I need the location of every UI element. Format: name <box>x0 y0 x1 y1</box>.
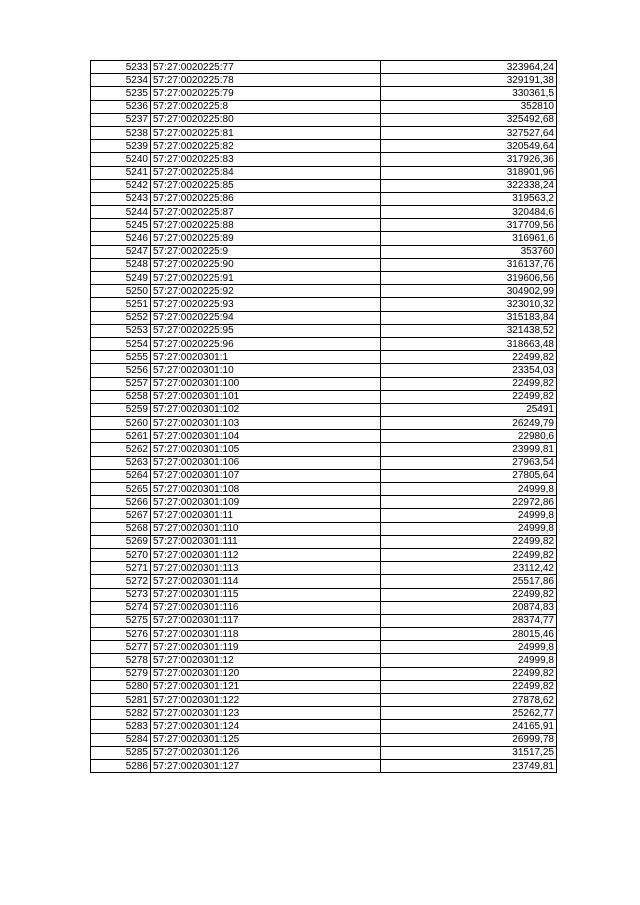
cadastral-value-cell: 22499,82 <box>381 351 557 364</box>
row-number-cell: 5271 <box>91 562 151 575</box>
table-row <box>91 562 557 575</box>
cadastral-value-cell: 24999,8 <box>381 654 557 667</box>
table-row <box>91 232 557 245</box>
cadastral-value-cell: 24999,8 <box>381 483 557 496</box>
cadastral-value-cell: 22499,82 <box>381 667 557 680</box>
table-row <box>91 496 557 509</box>
cadastral-number-cell: 57:27:0020225:94 <box>151 311 381 324</box>
cadastral-value-cell: 319606,56 <box>381 272 557 285</box>
cadastral-number-cell: 57:27:0020301:125 <box>151 733 381 746</box>
cadastral-number-cell: 57:27:0020301:120 <box>151 667 381 680</box>
row-number-cell: 5257 <box>91 377 151 390</box>
cadastral-number-cell: 57:27:0020301:111 <box>151 535 381 548</box>
cadastral-value-cell: 322338,24 <box>381 179 557 192</box>
row-number-cell: 5239 <box>91 140 151 153</box>
cadastral-value-cell: 22499,82 <box>381 588 557 601</box>
cadastral-number-cell: 57:27:0020301:126 <box>151 746 381 759</box>
cadastral-value-cell: 28374,77 <box>381 614 557 627</box>
row-number-cell: 5282 <box>91 707 151 720</box>
cadastral-number-cell: 57:27:0020301:124 <box>151 720 381 733</box>
cadastral-value-cell: 330361,5 <box>381 87 557 100</box>
row-number-cell: 5285 <box>91 746 151 759</box>
cadastral-value-table <box>90 60 557 773</box>
table-row <box>91 456 557 469</box>
cadastral-number-cell: 57:27:0020301:112 <box>151 548 381 561</box>
cadastral-value-cell: 25491 <box>381 403 557 416</box>
row-number-cell: 5263 <box>91 456 151 469</box>
cadastral-value-cell: 23999,81 <box>381 443 557 456</box>
cadastral-value-cell: 22499,82 <box>381 377 557 390</box>
row-number-cell: 5286 <box>91 759 151 772</box>
cadastral-number-cell: 57:27:0020301:103 <box>151 417 381 430</box>
row-number-cell: 5252 <box>91 311 151 324</box>
cadastral-value-cell: 28015,46 <box>381 628 557 641</box>
row-number-cell: 5243 <box>91 192 151 205</box>
cadastral-number-cell: 57:27:0020301:104 <box>151 430 381 443</box>
cadastral-value-cell: 323010,32 <box>381 298 557 311</box>
table-row <box>91 469 557 482</box>
cadastral-value-cell: 22499,82 <box>381 535 557 548</box>
row-number-cell: 5255 <box>91 351 151 364</box>
row-number-cell: 5281 <box>91 694 151 707</box>
cadastral-number-cell: 57:27:0020301:114 <box>151 575 381 588</box>
cadastral-number-cell: 57:27:0020225:83 <box>151 153 381 166</box>
row-number-cell: 5270 <box>91 548 151 561</box>
cadastral-value-cell: 25262,77 <box>381 707 557 720</box>
table-row <box>91 641 557 654</box>
table-row <box>91 680 557 693</box>
cadastral-value-cell: 23354,03 <box>381 364 557 377</box>
cadastral-number-cell: 57:27:0020301:101 <box>151 390 381 403</box>
table-row <box>91 628 557 641</box>
row-number-cell: 5248 <box>91 258 151 271</box>
cadastral-number-cell: 57:27:0020225:89 <box>151 232 381 245</box>
table-row <box>91 601 557 614</box>
table-row <box>91 443 557 456</box>
table-row <box>91 364 557 377</box>
cadastral-number-cell: 57:27:0020301:116 <box>151 601 381 614</box>
row-number-cell: 5234 <box>91 74 151 87</box>
cadastral-number-cell: 57:27:0020225:77 <box>151 61 381 74</box>
cadastral-value-cell: 352810 <box>381 100 557 113</box>
table-row <box>91 733 557 746</box>
row-number-cell: 5245 <box>91 219 151 232</box>
cadastral-number-cell: 57:27:0020225:85 <box>151 179 381 192</box>
table-row <box>91 522 557 535</box>
cadastral-value-cell: 318663,48 <box>381 337 557 350</box>
row-number-cell: 5242 <box>91 179 151 192</box>
table-row <box>91 166 557 179</box>
row-number-cell: 5275 <box>91 614 151 627</box>
cadastral-value-cell: 27963,54 <box>381 456 557 469</box>
row-number-cell: 5274 <box>91 601 151 614</box>
table-row <box>91 206 557 219</box>
cadastral-number-cell: 57:27:0020225:87 <box>151 206 381 219</box>
cadastral-number-cell: 57:27:0020301:115 <box>151 588 381 601</box>
table-row <box>91 219 557 232</box>
table-row <box>91 417 557 430</box>
row-number-cell: 5284 <box>91 733 151 746</box>
table-row <box>91 746 557 759</box>
row-number-cell: 5244 <box>91 206 151 219</box>
cadastral-value-cell: 24165,91 <box>381 720 557 733</box>
row-number-cell: 5262 <box>91 443 151 456</box>
cadastral-value-cell: 327527,64 <box>381 126 557 139</box>
row-number-cell: 5253 <box>91 324 151 337</box>
cadastral-value-cell: 317709,56 <box>381 219 557 232</box>
table-row <box>91 588 557 601</box>
cadastral-number-cell: 57:27:0020301:113 <box>151 562 381 575</box>
cadastral-number-cell: 57:27:0020301:127 <box>151 759 381 772</box>
cadastral-value-cell: 24999,8 <box>381 509 557 522</box>
cadastral-number-cell: 57:27:0020225:82 <box>151 140 381 153</box>
cadastral-value-cell: 25517,86 <box>381 575 557 588</box>
row-number-cell: 5283 <box>91 720 151 733</box>
cadastral-value-cell: 27878,62 <box>381 694 557 707</box>
table-row <box>91 61 557 74</box>
table-row <box>91 390 557 403</box>
cadastral-number-cell: 57:27:0020301:102 <box>151 403 381 416</box>
row-number-cell: 5260 <box>91 417 151 430</box>
table-row <box>91 272 557 285</box>
cadastral-number-cell: 57:27:0020225:84 <box>151 166 381 179</box>
cadastral-value-cell: 22972,86 <box>381 496 557 509</box>
row-number-cell: 5240 <box>91 153 151 166</box>
row-number-cell: 5272 <box>91 575 151 588</box>
cadastral-value-cell: 320484,6 <box>381 206 557 219</box>
cadastral-value-cell: 315183,84 <box>381 311 557 324</box>
row-number-cell: 5241 <box>91 166 151 179</box>
cadastral-number-cell: 57:27:0020225:8 <box>151 100 381 113</box>
table-row <box>91 126 557 139</box>
table-row <box>91 720 557 733</box>
cadastral-number-cell: 57:27:0020225:78 <box>151 74 381 87</box>
row-number-cell: 5249 <box>91 272 151 285</box>
table-row <box>91 337 557 350</box>
table-row <box>91 100 557 113</box>
cadastral-number-cell: 57:27:0020301:100 <box>151 377 381 390</box>
cadastral-number-cell: 57:27:0020225:86 <box>151 192 381 205</box>
table-row <box>91 258 557 271</box>
row-number-cell: 5254 <box>91 337 151 350</box>
cadastral-number-cell: 57:27:0020301:1 <box>151 351 381 364</box>
cadastral-value-cell: 27805,64 <box>381 469 557 482</box>
table-row <box>91 707 557 720</box>
cadastral-number-cell: 57:27:0020301:105 <box>151 443 381 456</box>
cadastral-value-cell: 320549,64 <box>381 140 557 153</box>
cadastral-number-cell: 57:27:0020225:88 <box>151 219 381 232</box>
cadastral-number-cell: 57:27:0020301:10 <box>151 364 381 377</box>
table-row <box>91 377 557 390</box>
row-number-cell: 5279 <box>91 667 151 680</box>
row-number-cell: 5246 <box>91 232 151 245</box>
row-number-cell: 5264 <box>91 469 151 482</box>
cadastral-value-cell: 24999,8 <box>381 641 557 654</box>
cadastral-value-cell: 31517,25 <box>381 746 557 759</box>
cadastral-value-cell: 22499,82 <box>381 680 557 693</box>
table-row <box>91 667 557 680</box>
cadastral-number-cell: 57:27:0020225:96 <box>151 337 381 350</box>
table-row <box>91 285 557 298</box>
cadastral-number-cell: 57:27:0020225:92 <box>151 285 381 298</box>
row-number-cell: 5247 <box>91 245 151 258</box>
table-row <box>91 548 557 561</box>
cadastral-value-cell: 26999,78 <box>381 733 557 746</box>
table-row <box>91 179 557 192</box>
table-row <box>91 509 557 522</box>
row-number-cell: 5276 <box>91 628 151 641</box>
table-row <box>91 430 557 443</box>
table-row <box>91 614 557 627</box>
row-number-cell: 5280 <box>91 680 151 693</box>
cadastral-number-cell: 57:27:0020301:110 <box>151 522 381 535</box>
table-row <box>91 140 557 153</box>
cadastral-number-cell: 57:27:0020225:9 <box>151 245 381 258</box>
row-number-cell: 5268 <box>91 522 151 535</box>
table-row <box>91 153 557 166</box>
cadastral-value-cell: 23112,42 <box>381 562 557 575</box>
row-number-cell: 5269 <box>91 535 151 548</box>
cadastral-value-cell: 304902,99 <box>381 285 557 298</box>
row-number-cell: 5235 <box>91 87 151 100</box>
cadastral-value-cell: 318901,96 <box>381 166 557 179</box>
cadastral-number-cell: 57:27:0020225:80 <box>151 113 381 126</box>
table-row <box>91 403 557 416</box>
table-row <box>91 74 557 87</box>
table-row <box>91 245 557 258</box>
cadastral-number-cell: 57:27:0020225:93 <box>151 298 381 311</box>
table-row <box>91 759 557 772</box>
row-number-cell: 5265 <box>91 483 151 496</box>
cadastral-number-cell: 57:27:0020301:119 <box>151 641 381 654</box>
table-row <box>91 324 557 337</box>
cadastral-value-cell: 22980,6 <box>381 430 557 443</box>
table-row <box>91 351 557 364</box>
row-number-cell: 5238 <box>91 126 151 139</box>
row-number-cell: 5259 <box>91 403 151 416</box>
table-row <box>91 483 557 496</box>
cadastral-number-cell: 57:27:0020301:123 <box>151 707 381 720</box>
row-number-cell: 5273 <box>91 588 151 601</box>
table-row <box>91 298 557 311</box>
row-number-cell: 5250 <box>91 285 151 298</box>
cadastral-number-cell: 57:27:0020225:90 <box>151 258 381 271</box>
row-number-cell: 5237 <box>91 113 151 126</box>
table-body <box>91 61 557 773</box>
cadastral-number-cell: 57:27:0020301:107 <box>151 469 381 482</box>
table-row <box>91 575 557 588</box>
cadastral-number-cell: 57:27:0020301:117 <box>151 614 381 627</box>
row-number-cell: 5233 <box>91 61 151 74</box>
row-number-cell: 5278 <box>91 654 151 667</box>
cadastral-value-cell: 353760 <box>381 245 557 258</box>
cadastral-value-cell: 329191,38 <box>381 74 557 87</box>
cadastral-value-cell: 316961,6 <box>381 232 557 245</box>
cadastral-value-cell: 323964,24 <box>381 61 557 74</box>
cadastral-number-cell: 57:27:0020225:95 <box>151 324 381 337</box>
cadastral-number-cell: 57:27:0020225:91 <box>151 272 381 285</box>
cadastral-number-cell: 57:27:0020225:81 <box>151 126 381 139</box>
cadastral-number-cell: 57:27:0020301:109 <box>151 496 381 509</box>
row-number-cell: 5251 <box>91 298 151 311</box>
table-row <box>91 192 557 205</box>
table-row <box>91 311 557 324</box>
cadastral-number-cell: 57:27:0020301:122 <box>151 694 381 707</box>
cadastral-value-cell: 24999,8 <box>381 522 557 535</box>
cadastral-value-cell: 316137,76 <box>381 258 557 271</box>
row-number-cell: 5256 <box>91 364 151 377</box>
table-row <box>91 87 557 100</box>
row-number-cell: 5266 <box>91 496 151 509</box>
cadastral-value-cell: 23749,81 <box>381 759 557 772</box>
cadastral-number-cell: 57:27:0020301:11 <box>151 509 381 522</box>
cadastral-value-cell: 22499,82 <box>381 390 557 403</box>
cadastral-number-cell: 57:27:0020301:108 <box>151 483 381 496</box>
table-row <box>91 654 557 667</box>
cadastral-value-cell: 26249,79 <box>381 417 557 430</box>
cadastral-value-cell: 317926,36 <box>381 153 557 166</box>
cadastral-number-cell: 57:27:0020225:79 <box>151 87 381 100</box>
cadastral-number-cell: 57:27:0020301:118 <box>151 628 381 641</box>
row-number-cell: 5236 <box>91 100 151 113</box>
row-number-cell: 5277 <box>91 641 151 654</box>
cadastral-value-cell: 325492,68 <box>381 113 557 126</box>
cadastral-value-cell: 321438,52 <box>381 324 557 337</box>
cadastral-number-cell: 57:27:0020301:106 <box>151 456 381 469</box>
cadastral-value-cell: 22499,82 <box>381 548 557 561</box>
cadastral-value-cell: 20874,83 <box>381 601 557 614</box>
cadastral-number-cell: 57:27:0020301:12 <box>151 654 381 667</box>
row-number-cell: 5261 <box>91 430 151 443</box>
table-row <box>91 113 557 126</box>
row-number-cell: 5258 <box>91 390 151 403</box>
cadastral-number-cell: 57:27:0020301:121 <box>151 680 381 693</box>
table-row <box>91 694 557 707</box>
cadastral-value-cell: 319563,2 <box>381 192 557 205</box>
row-number-cell: 5267 <box>91 509 151 522</box>
table-row <box>91 535 557 548</box>
